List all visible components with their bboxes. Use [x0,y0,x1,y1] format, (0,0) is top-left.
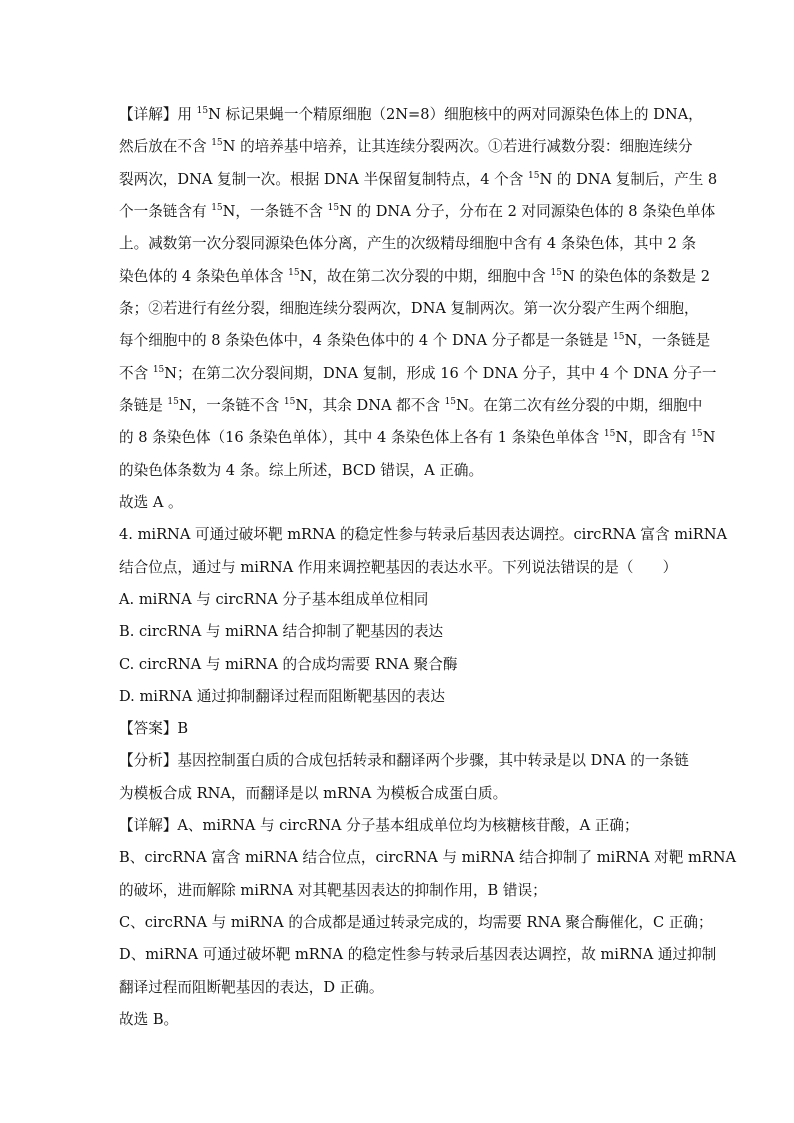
text-run: N [702,429,716,446]
text-line-3 [119,170,717,190]
isotope-superscript: 15 [327,203,340,213]
isotope-superscript: 15 [603,429,616,439]
text-run: N，一条链不含 [178,397,284,414]
text-run: 翻译过程而阻断靶基因的表达，D 正确。 [119,979,384,996]
text-run: 上。减数第一次分裂同源染色体分离，产生的次级精母细胞中含有 4 条染色体，其中 2 条 [119,235,697,252]
text-line-21 [119,751,689,771]
text-line-27 [119,945,716,965]
text-line-9 [119,364,717,384]
text-line-4 [119,202,715,222]
text-run: N 标记果蝇一个精原细胞（2N=8）细胞核中的两对同源染色体上的 DNA， [208,106,703,123]
text-run: 的 8 条染色体（16 条染色单体），其中 4 条染色体上各有 1 条染色单体含 [119,429,604,446]
text-line-12 [119,461,483,481]
text-run: D. miRNA 通过抑制翻译过程而阻断靶基因的表达 [119,688,445,705]
text-line-29 [119,1010,178,1030]
text-run: 为模板合成 RNA，而翻译是以 mRNA 为模板合成蛋白质。 [119,785,508,802]
text-line-7 [119,299,699,319]
text-run: D、miRNA 可通过破坏靶 mRNA 的稳定性参与转录后基因表达调控，故 miRNA 通过抑制 [119,946,717,963]
text-line-23 [119,816,639,836]
text-run: 裂两次，DNA 复制一次。根据 DNA 半保留复制特点，4 个含 [119,171,528,188]
text-line-5 [119,234,696,254]
text-run: B、circRNA 富含 miRNA 结合位点，circRNA 与 miRNA 结合抑制了 miRNA 对靶 mRNA [119,849,737,866]
text-line-20 [119,719,188,739]
isotope-superscript: 15 [196,106,209,116]
isotope-superscript: 15 [527,171,540,181]
text-run: 【详解】用 [119,106,197,123]
text-line-1 [119,105,703,125]
text-line-6 [119,267,710,287]
text-run: B. circRNA 与 miRNA 结合抑制了靶基因的表达 [119,623,444,640]
text-line-14 [119,525,727,545]
text-line-18 [119,655,457,675]
isotope-superscript: 15 [167,397,179,407]
text-run: 的染色体条数为 4 条。综上所述，BCD 错误，A 正确。 [119,462,484,479]
text-run: N 的 DNA 分子，分布在 2 对同源染色体的 8 条染色单体 [339,203,716,220]
text-run: N，故在第二次分裂的中期，细胞中含 [299,268,551,285]
isotope-superscript: 15 [288,268,300,278]
text-run: N；在第二次分裂间期，DNA 复制，形成 16 个 DNA 分子，其中 4 个 DNA 分子一 [164,365,717,382]
text-run: 的破坏，进而解除 miRNA 对其靶基因表达的抑制作用，B 错误； [119,882,547,899]
text-line-25 [119,881,547,901]
text-line-22 [119,784,507,804]
text-run: 【详解】A、miRNA 与 circRNA 分子基本组成单位均为核糖核苷酸，A 正确； [119,817,639,834]
text-line-10 [119,396,702,416]
text-run: N，一条链不含 [222,203,328,220]
text-run: 染色体的 4 条染色单体含 [119,268,289,285]
text-line-8 [119,331,710,351]
text-line-19 [119,687,445,707]
text-run: C. circRNA 与 miRNA 的合成均需要 RNA 聚合酶 [119,656,458,673]
text-run: N，一条链是 [624,332,711,349]
text-line-17 [119,622,443,642]
text-run: 不含 [119,365,153,382]
text-run: 【分析】基因控制蛋白质的合成包括转录和翻译两个步骤，其中转录是以 DNA 的一条链 [119,752,689,769]
text-run: N，即含有 [615,429,692,446]
text-run: 条链是 [119,397,168,414]
text-run: 条；②若进行有丝分裂，细胞连续分裂两次，DNA 复制两次。第一次分裂产生两个细胞， [119,300,699,317]
text-run: 每个细胞中的 8 条染色体中，4 条染色体中的 4 个 DNA 分子都是一条链是 [119,332,614,349]
isotope-superscript: 15 [550,268,562,278]
text-run: A. miRNA 与 circRNA 分子基本组成单位相同 [119,591,429,608]
isotope-superscript: 15 [691,429,703,439]
text-run: C、circRNA 与 miRNA 的合成都是通过转录完成的，均需要 RNA 聚合酶催化，C 正确； [119,914,713,931]
text-line-16 [119,590,428,610]
text-run: 个一条链含有 [119,203,212,220]
isotope-superscript: 15 [211,138,223,148]
text-line-24 [119,848,736,868]
text-line-28 [119,978,383,998]
isotope-superscript: 15 [444,397,457,407]
isotope-superscript: 15 [283,397,296,407]
isotope-superscript: 15 [613,332,625,342]
isotope-superscript: 15 [211,203,223,213]
text-line-15 [119,558,677,578]
text-run: 4. miRNA 可通过破坏靶 mRNA 的稳定性参与转录后基因表达调控。circRNA 富含 miRNA [119,526,728,543]
isotope-superscript: 15 [152,365,165,375]
text-run: N。在第二次有丝分裂的中期，细胞中 [456,397,703,414]
text-line-11 [119,428,715,448]
text-run: 故选 A 。 [119,494,183,511]
text-run: N 的染色体的条数是 2 [561,268,711,285]
text-run: N 的培养基中培养，让其连续分裂两次。①若进行减数分裂：细胞连续分 [222,138,693,155]
text-line-26 [119,913,713,933]
text-run: 故选 B。 [119,1011,179,1028]
text-run: 结合位点，通过与 miRNA 作用来调控靶基因的表达水平。下列说法错误的是（ ） [119,559,678,576]
text-line-13 [119,493,183,513]
text-run: 【答案】B [119,720,189,737]
text-run: N 的 DNA 复制后，产生 8 [539,171,718,188]
text-run: N，其余 DNA 都不含 [295,397,445,414]
text-line-2 [119,137,692,157]
text-run: 然后放在不含 [119,138,212,155]
